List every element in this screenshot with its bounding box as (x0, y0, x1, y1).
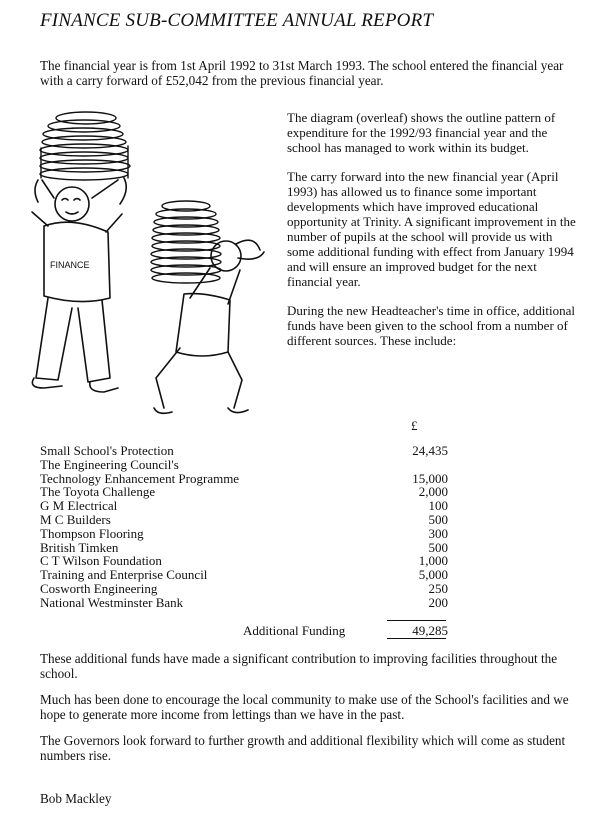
total-row (40, 623, 450, 639)
funding-source: The Toyota Challenge (40, 484, 156, 500)
table-row (40, 582, 450, 596)
funding-source: Training and Enterprise Council (40, 567, 208, 583)
right-paragraph: The diagram (overleaf) shows the outline pattern of expenditure for the 1992/93 financial year and the school has managed to work within its budget. (287, 110, 556, 155)
table-row (40, 568, 450, 582)
plate-stack-left-icon (40, 112, 130, 180)
funding-amount: 300 (428, 525, 448, 541)
funding-amount: 100 (428, 498, 448, 514)
table-row (40, 596, 450, 610)
total-underline (387, 638, 446, 639)
closing-paragraph: These additional funds have made a significant contribution to improving facilities throughout the school. (40, 651, 558, 681)
funding-amount: 5,000 (418, 567, 448, 583)
plate-stack-right-icon (151, 201, 221, 283)
funding-source: British Timken (40, 539, 119, 555)
table-row (40, 485, 450, 499)
table-row (40, 458, 450, 472)
table-row (40, 527, 450, 541)
table-row (40, 554, 450, 568)
funding-source: G M Electrical (40, 498, 118, 514)
funding-source: The Engineering Council's (40, 456, 179, 472)
right-paragraph: The carry forward into the new financial year (April 1993) has allowed us to finance some important developments which have improved educational opportunity at Trinity. A significant improvement in the number of pupils at the school will provide us with some additional funding with effect from January 1994 and will ensure an improved budget for the next financial year. (287, 169, 576, 289)
intro-paragraph: The financial year is from 1st April 1992 to 31st March 1993. The school entered the financial year with a carry forward of £52,042 from the previous financial year. (40, 58, 564, 88)
funding-source: National Westminster Bank (40, 594, 184, 610)
funding-source: Technology Enhancement Programme (40, 470, 240, 486)
funding-source: Cosworth Engineering (40, 580, 158, 596)
table-row (40, 513, 450, 527)
table-row (40, 541, 450, 555)
boy-figure-icon (32, 178, 126, 392)
funding-amount: 24,435 (412, 443, 448, 458)
funding-source: M C Builders (40, 511, 111, 527)
funding-amount: 500 (428, 539, 448, 555)
closing-paragraph: The Governors look forward to further growth and additional flexibility which will come as student numbers rise. (40, 733, 566, 763)
funding-source: Small School's Protection (40, 443, 174, 458)
table-row (40, 444, 450, 458)
right-paragraph: During the new Headteacher's time in office, additional funds have been given to the school from a number of different sources. These include: (287, 303, 575, 348)
funding-source: C T Wilson Foundation (40, 553, 162, 569)
table-row (40, 472, 450, 486)
funding-amount: 250 (428, 580, 448, 596)
total-label: Additional Funding (243, 623, 346, 638)
pancake-stack-illustration (14, 108, 276, 416)
funding-amount: 500 (428, 511, 448, 527)
signature: Bob Mackley (40, 791, 112, 806)
funding-amount: 15,000 (412, 470, 448, 486)
table-row (40, 499, 450, 513)
funding-amount: 2,000 (418, 484, 448, 500)
closing-paragraph: Much has been done to encourage the local community to make use of the School's facilities and we hope to generate more income from lettings than we have in the past. (40, 692, 569, 722)
report-title: FINANCE SUB-COMMITTEE ANNUAL REPORT (40, 10, 434, 31)
total-amount: 49,285 (412, 623, 448, 638)
total-divider (387, 620, 446, 621)
funding-amount: 200 (428, 594, 448, 610)
currency-header: £ (411, 418, 418, 433)
funding-table (40, 444, 450, 610)
shirt-text: FINANCE (50, 260, 90, 270)
funding-source: Thompson Flooring (40, 525, 144, 541)
funding-amount: 1,000 (418, 553, 448, 569)
right-column-text (287, 110, 577, 362)
